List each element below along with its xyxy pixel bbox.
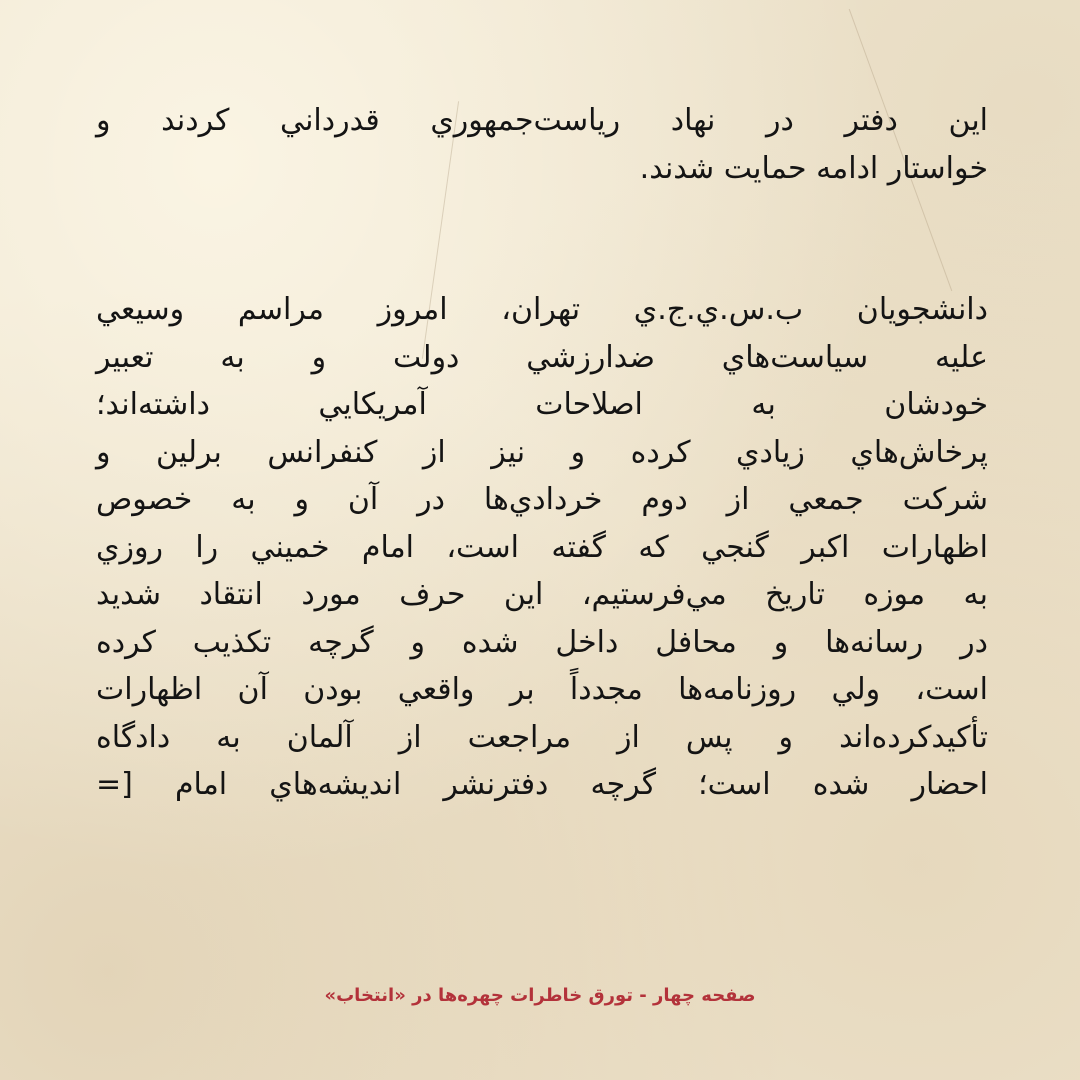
text-line: به موزه تاريخ مي‌فرستيم، اين حرف مورد انتقاد شديد [96,577,988,612]
text-line: اظهارات اكبر گنجي كه گفته است، امام خميني را روزي [96,529,988,565]
text-line: احضار شده است؛ گرچه دفترنشر انديشه‌هاي امام [= [96,767,988,802]
text-line: دانشجويان ب.س.ي.ج.ي تهران، امروز مراسم وسيعي [96,292,988,327]
text-line: پرخاش‌هاي زيادي كرده و نيز از كنفرانس برلين و [96,434,988,470]
text-line: است، ولي روزنامه‌ها مجدداً بر واقعي بودن آن اظهارات [96,672,988,707]
text-line: شركت جمعي از دوم خردادي‌ها در آن و به خصوص [96,482,988,517]
page-caption: صفحه چهار - تورق خاطرات چهره‌ها در «انتخاب» [324,985,756,1006]
text-line: تأكيدكرده‌اند و پس از مراجعت از آلمان به دادگاه [96,719,988,755]
text-line: اين دفتر در نهاد رياست‌جمهوري قدرداني كردند و [96,103,988,138]
text-line: عليه سياست‌هاي ضدارزشي دولت و به تعبير [96,339,988,375]
text-line: خودشان به اصلاحات آمريكايي داشته‌اند؛ [96,387,988,422]
text-line: در رسانه‌ها و محافل داخل شده و گرچه تكذيب كرده [96,624,988,660]
text-line: خواستار ادامه حمايت شدند. [639,151,988,186]
